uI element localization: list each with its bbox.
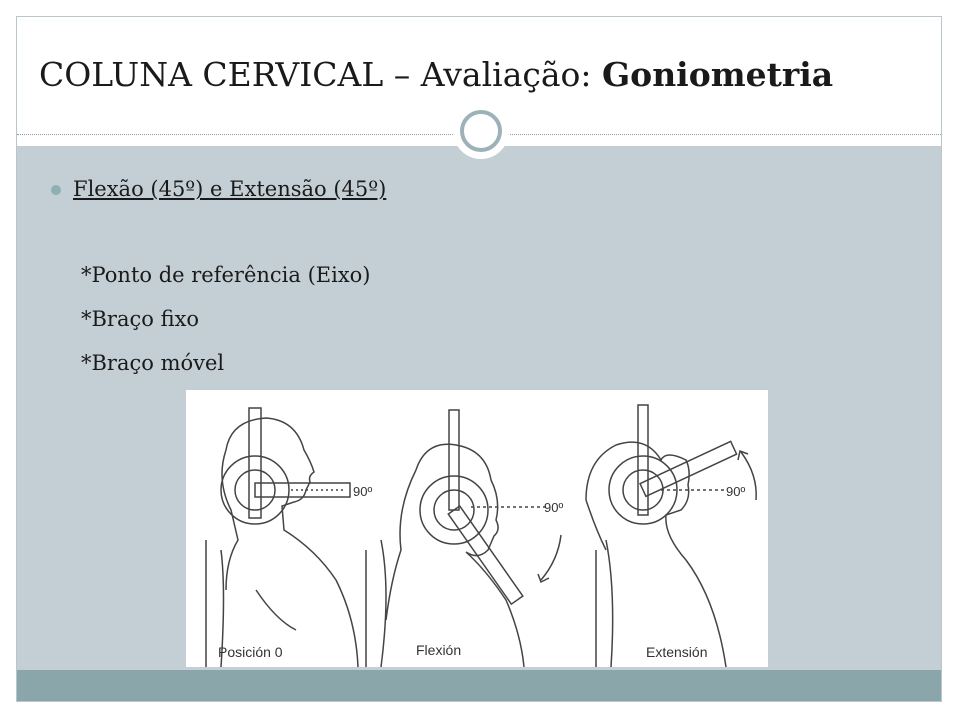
panel-extension-angle: 90º (726, 484, 746, 499)
panel-extension-drawing (586, 405, 756, 667)
slide (16, 16, 942, 702)
bullet-heading: Flexão (45º) e Extensão (45º) (73, 177, 387, 201)
slide-title-bold: Goniometria (602, 55, 834, 94)
goniometry-illustration (186, 390, 768, 667)
panel-neutral-angle: 90º (353, 484, 373, 499)
bottom-band (17, 670, 941, 701)
panel-flexion-drawing (366, 410, 564, 667)
panel-extension-label: Extensión (646, 644, 708, 660)
panel-flexion-angle: 90º (544, 500, 564, 515)
panel-flexion-label: Flexión (416, 642, 462, 658)
panel-neutral-label: Posición 0 (218, 644, 283, 660)
sub-item-axis: *Ponto de referência (Eixo) (81, 263, 371, 287)
slide-title (39, 55, 833, 94)
divider-circle-ring (460, 110, 502, 152)
divider-circle-ornament (453, 103, 509, 159)
bullet-icon (51, 185, 61, 195)
panel-neutral-drawing (206, 408, 358, 667)
sub-item-moving-arm: *Braço móvel (81, 351, 225, 375)
sub-item-fixed-arm: *Braço fixo (81, 307, 200, 331)
slide-title-regular: COLUNA CERVICAL – Avaliação: (39, 55, 602, 94)
goniometry-figure (186, 390, 768, 667)
